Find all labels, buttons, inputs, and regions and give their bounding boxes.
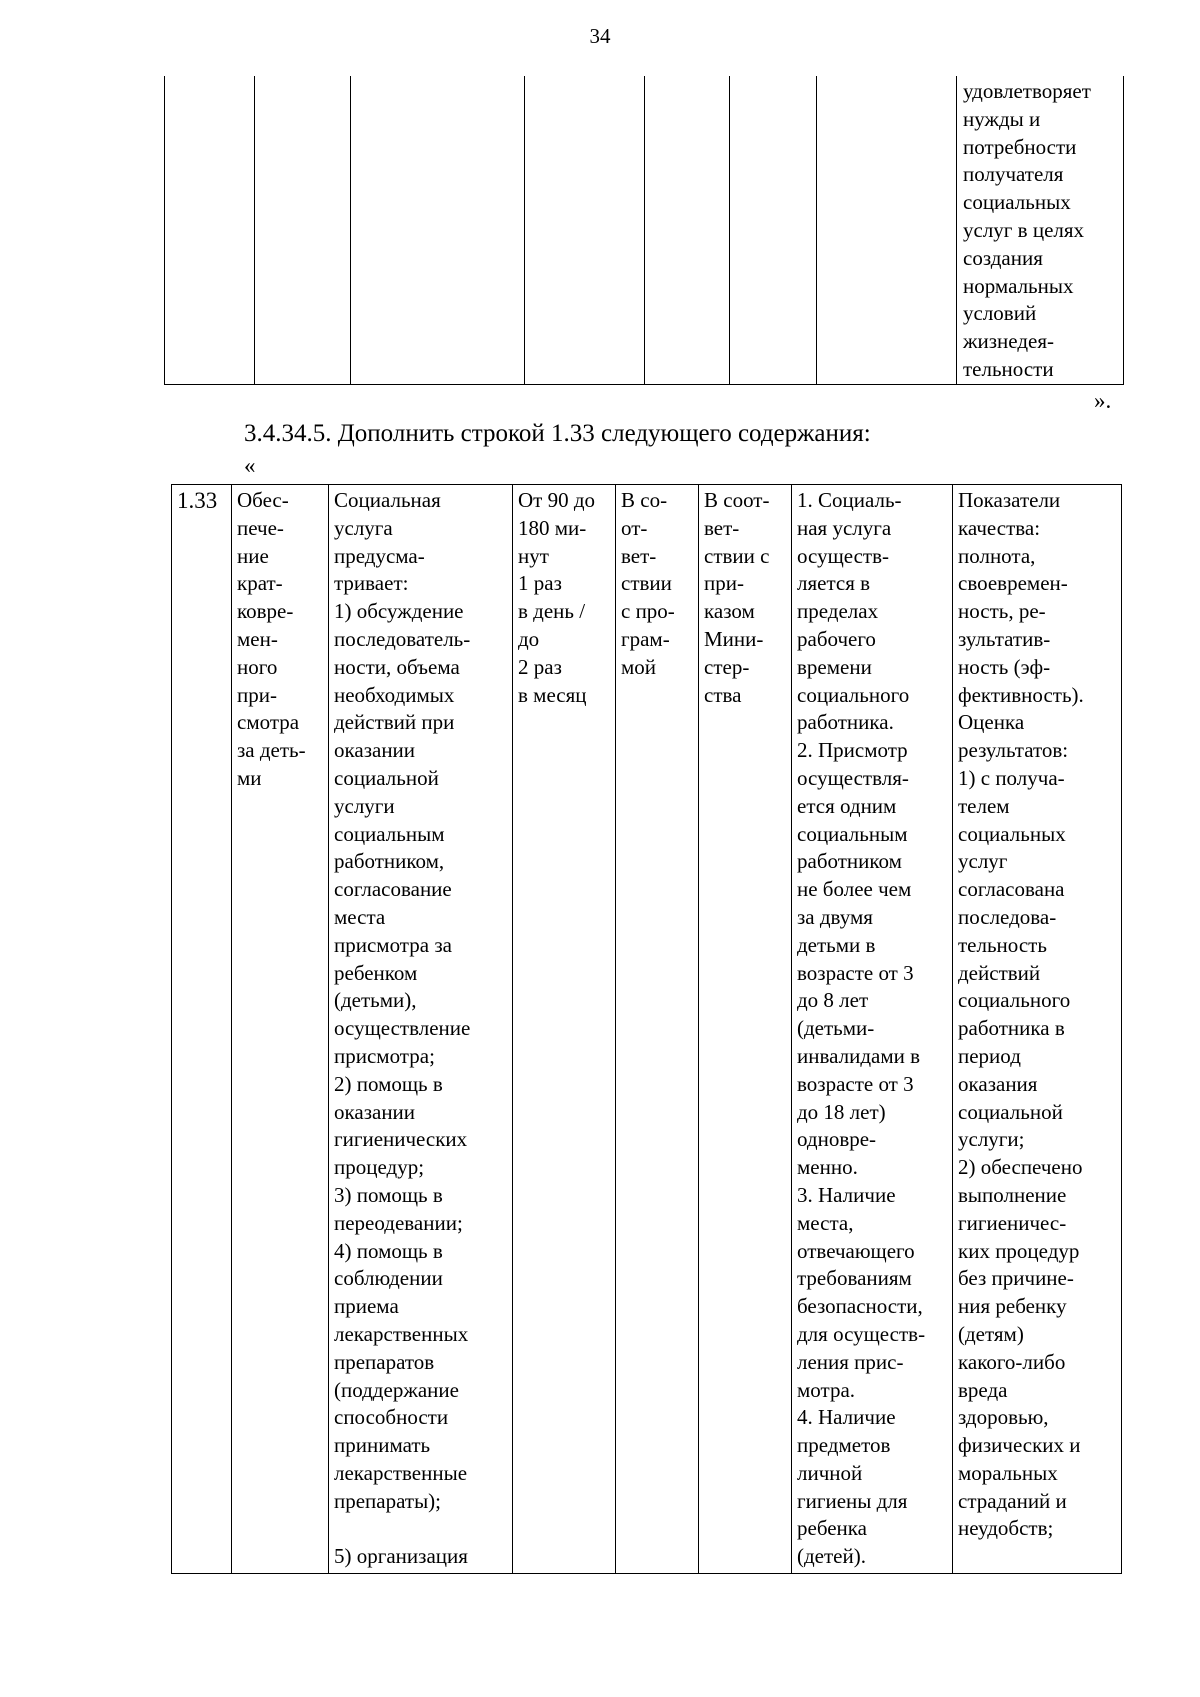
amendment-text: 3.4.34.5. Дополнить строкой 1.33 следующего содержания: — [244, 420, 871, 447]
table-column-line — [350, 76, 351, 385]
table-column-line — [816, 76, 817, 385]
conditions-cell: 1. Социаль- ная услуга осуществ- ляется в пределах рабочего времени социального работника. 2. Присмотр осуществля- ется одним социальным работником не более чем за двумя детьми в возрасте от 3 до 8 лет (детьми- инвалидами в возрасте от 3 до 18 лет) одновре- менно. 3. Наличие места, отвечающего требованиям безопасности, для осуществ- ления прис- мотра. 4. Наличие предметов личной гигиены для ребенка (детей). — [792, 485, 953, 1574]
quality-cell: Показатели качества: полнота, своевремен- ность, ре- зультатив- ность (эф- фективность). Оценка результатов: 1) с получа- телем социальных услуг согласована последова- тельность действий социального работника в период оказания социальной услуги; 2) обеспечено выполнение гигиеничес- ких процедур без причине- ния ребенку (детям) какого-либо вреда здоровью, физических и моральных страданий и неудобств; — [953, 485, 1122, 1574]
table-column-line — [1123, 76, 1124, 385]
table-column-line — [254, 76, 255, 385]
table-column-line — [956, 76, 957, 385]
table-column-line — [729, 76, 730, 385]
row-number-cell: 1.33 — [172, 485, 232, 1574]
service-description-cell: Социальная услуга предусма- тривает: 1) обсуждение последователь- ности, объема необходимых действий при оказании социальной услуги социальным работником, согласование места присмотра за ребенком (детьми), осуществление присмотра; 2) помощь в оказании гигиенических процедур; 3) помощь в переодевании; 4) помощь в соблюдении приема лекарственных препаратов (поддержание способности принимать лекарственные препараты); 5) организация — [329, 485, 513, 1574]
continued-table — [164, 76, 1124, 385]
order-cell: В соот- вет- ствии с при- казом Мини- стер- ства — [699, 485, 792, 1574]
opening-quote: « — [244, 453, 256, 478]
page-number: 34 — [589, 24, 611, 48]
duration-cell: От 90 до 180 ми- нут 1 раз в день / до 2 раз в месяц — [513, 485, 616, 1574]
program-cell: В со- от- вет- ствии с про- грам- мой — [616, 485, 699, 1574]
table-column-line — [524, 76, 525, 385]
continued-table-quality-cell: удовлетворяет нужды и потребности получателя социальных услуг в целях создания нормальных условий жизнедея- тельности — [963, 79, 1091, 381]
service-name-cell: Обес- пече- ние крат- ковре- мен- ного при- смотра за деть- ми — [232, 485, 329, 1574]
table-bottom-border — [164, 384, 1124, 385]
table-column-line — [644, 76, 645, 385]
table-row — [172, 485, 1122, 1574]
closing-quote: ». — [1094, 388, 1112, 413]
service-table-row-1-33 — [171, 484, 1122, 1574]
table-column-line — [164, 76, 165, 385]
